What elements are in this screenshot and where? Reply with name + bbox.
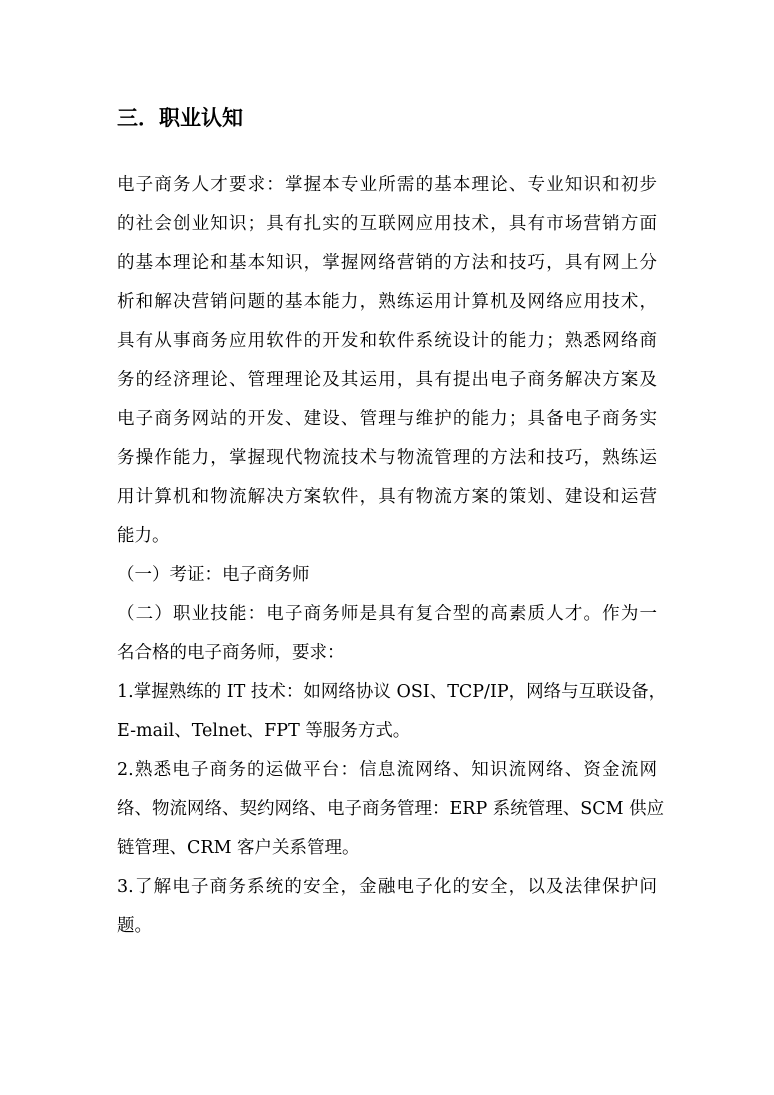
text-line: 2.熟悉电子商务的运做平台：信息流网络、知识流网络、资金流网 (117, 760, 657, 780)
text-line: 名合格的电子商务师，要求： (117, 643, 345, 663)
section-heading: 三．职业认知 (117, 106, 243, 130)
text-line: 的基本理论和基本知识，掌握网络营销的方法和技巧，具有网上分 (117, 253, 657, 273)
text-line: （一）考证：电子商务师 (117, 565, 310, 585)
text-line: （二）职业技能：电子商务师是具有复合型的高素质人才。作为一 (117, 604, 657, 624)
text-line: 务的经济理论、管理理论及其运用，具有提出电子商务解决方案及 (117, 370, 657, 390)
text-line: E-mail、Telnet、FPT 等服务方式。 (117, 721, 411, 741)
text-line: 用计算机和物流解决方案软件，具有物流方案的策划、建设和运营 (117, 487, 657, 507)
text-line: 题。 (117, 916, 152, 936)
text-line: 能力。 (117, 526, 170, 546)
text-line: 3.了解电子商务系统的安全，金融电子化的安全，以及法律保护问 (117, 877, 657, 897)
text-line: 的社会创业知识；具有扎实的互联网应用技术，具有市场营销方面 (117, 214, 657, 234)
text-line: 络、物流网络、契约网络、电子商务管理：ERP 系统管理、SCM 供应 (117, 799, 665, 819)
text-line: 电子商务网站的开发、建设、管理与维护的能力；具备电子商务实 (117, 409, 657, 429)
text-line: 析和解决营销问题的基本能力，熟练运用计算机及网络应用技术， (117, 292, 657, 312)
text-line: 电子商务人才要求：掌握本专业所需的基本理论、专业知识和初步 (117, 175, 657, 195)
text-line: 链管理、CRM 客户关系管理。 (117, 838, 360, 858)
text-line: 1.掌握熟练的 IT 技术：如网络协议 OSI、TCP/IP，网络与互联设备， (117, 682, 667, 702)
text-line: 务操作能力，掌握现代物流技术与物流管理的方法和技巧，熟练运 (117, 448, 657, 468)
text-line: 具有从事商务应用软件的开发和软件系统设计的能力；熟悉网络商 (117, 331, 657, 351)
